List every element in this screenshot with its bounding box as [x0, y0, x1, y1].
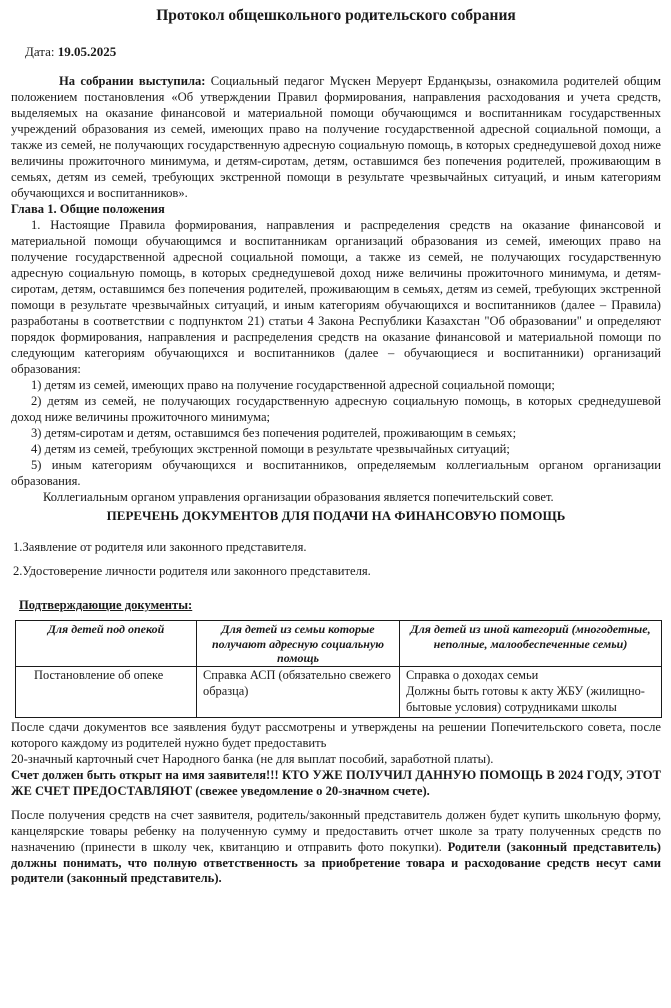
final-paragraph	[11, 808, 661, 888]
account-warning-text: Счет должен быть открыт на имя заявителя!!! КТО УЖЕ ПОЛУЧИЛ ДАННУЮ ПОМОЩЬ В 2024 ГОДУ, ЭТОТ ЖЕ СЧЕТ ПРЕДОСТАВЛЯЮТ (свежее уведомление о 20-значном счете).	[11, 767, 661, 798]
category-item: 5) иным категориям обучающихся и воспитанников, определяемым коллегиальным органом организации образования.	[11, 457, 661, 488]
table-cell-line: Должны быть готовы к акту ЖБУ (жилищно-бытовые условия) сотрудниками школы	[406, 684, 645, 714]
final-responsibility-text: Родители (законный представитель) должны понимать, что полную ответственность за приобретение товара и расходование средств несут сами родители (законный представитель).	[11, 839, 661, 886]
intro-paragraph	[11, 74, 661, 202]
supporting-documents-title: Подтверждающие документы:	[19, 598, 193, 613]
meeting-date	[25, 44, 661, 61]
chapter-title: Глава 1. Общие положения	[11, 202, 165, 217]
document-item: 1.Заявление от родителя или законного представителя.	[13, 540, 307, 555]
table-cell	[400, 667, 662, 717]
table-cell: Постановление об опеке	[16, 667, 197, 717]
category-item: 4) детям из семей, требующих экстренной помощи в результате чрезвычайных ситуаций;	[31, 441, 510, 456]
intro-speaker-label: На собрании выступила:	[59, 74, 206, 89]
supporting-documents-table	[15, 620, 662, 717]
final-text: После получения средств на счет заявителя, родитель/законный представитель должен будет купить школьную форму, канцелярские товары ребенку на полученную сумму и предоставить отчет школе за трату полученных средств по назначению (принести в школу чек, квитанцию и отправить фото покупки).	[11, 807, 661, 854]
date-label: Дата:	[25, 43, 55, 59]
after-submission-text: После сдачи документов все заявления будут рассмотрены и утверждены на решении Попечительского совета, после которого каждому из родителей нужно будет предоставить	[11, 719, 661, 750]
category-item: 2) детям из семей, не получающих государственную адресную социальную помощь, в которых среднедушевой доход ниже величины прожиточного минимума;	[11, 393, 661, 424]
clause-1: 1. Настоящие Правила формирования, направления и распределения средств на оказание финансовой и материальной помощи обучающимся и воспитанникам организаций образования из семей, имеющих право на получение государственной адресной социальной помощи, а также из семей, не получающих государственную адресную социальную помощь, в которых среднедушевой доход ниже величины прожиточного минимума, и детям-сиротам, детям, оставшимся без попечения родителей, проживающим в семьях, детям из семей, требующих экстренной помощи в результате чрезвычайных ситуаций, и иным категориям обучающихся и воспитанников (далее – Правила) разработаны в соответствии с подпунктом 21) статьи 4 Закона Республики Казахстан "Об образовании" и определяют порядок формирования, направления и распределения средств на оказание финансовой и материальной помощи по следующим категориям обучающихся и воспитанников (далее – обучающиеся и воспитанники) организаций образования:	[11, 218, 661, 376]
documents-list-title: ПЕРЕЧЕНЬ ДОКУМЕНТОВ ДЛЯ ПОДАЧИ НА ФИНАНСОВУЮ ПОМОЩЬ	[106, 507, 566, 523]
table-header: Для детей под опекой	[16, 621, 197, 667]
table-cell-line: Справка о доходах семьи	[406, 668, 539, 683]
category-item: 3) детям-сиротам и детям, оставшимся без попечения родителей, проживающим в семьях;	[31, 425, 517, 440]
document-title: Протокол общешкольного родительского собрания	[156, 7, 516, 24]
table-row	[16, 667, 662, 717]
document-item: 2.Удостоверение личности родителя или законного представителя.	[13, 564, 371, 579]
date-value: 19.05.2025	[57, 43, 117, 59]
collegial-body-note: Коллегиальным органом управления организации образования является попечительский совет.	[43, 489, 554, 504]
table-header: Для детей из иной категорий (многодетные, неполные, малообеспеченные семьи)	[400, 621, 662, 667]
table-header: Для детей из семьи которые получают адресную социальную помощь	[197, 621, 400, 667]
account-requirement-text: 20-значный карточный счет Народного банка (не для выплат пособий, заработной платы).	[11, 751, 494, 766]
table-cell: Справка АСП (обязательно свежего образца)	[197, 667, 400, 717]
intro-text: Социальный педагог Мүскен Меруерт Ерданқызы, ознакомила родителей общим положением постановления «Об утверждении Правил формирования, направления расходования и учета средств, выделяемых на оказание финансовой и материальной помощи обучающимся и воспитанникам государственных учреждений образования из семей, имеющих право на получение государственной адресной социальной помощи, а также из семей, не получающих государственную адресную социальную помощь, в которых среднедушевой доход ниже величины прожиточного минимума, и детям-сиротам, детям, оставшимся без попечения родителей, проживающим в семьях, детям из семей, требующих экстренной помощи в результате чрезвычайных ситуаций, и иным категориям обучающихся и воспитанников».	[11, 74, 661, 201]
category-item: 1) детям из семей, имеющих право на получение государственной адресной социальной помощи;	[31, 377, 555, 392]
table-header-row	[16, 621, 662, 667]
